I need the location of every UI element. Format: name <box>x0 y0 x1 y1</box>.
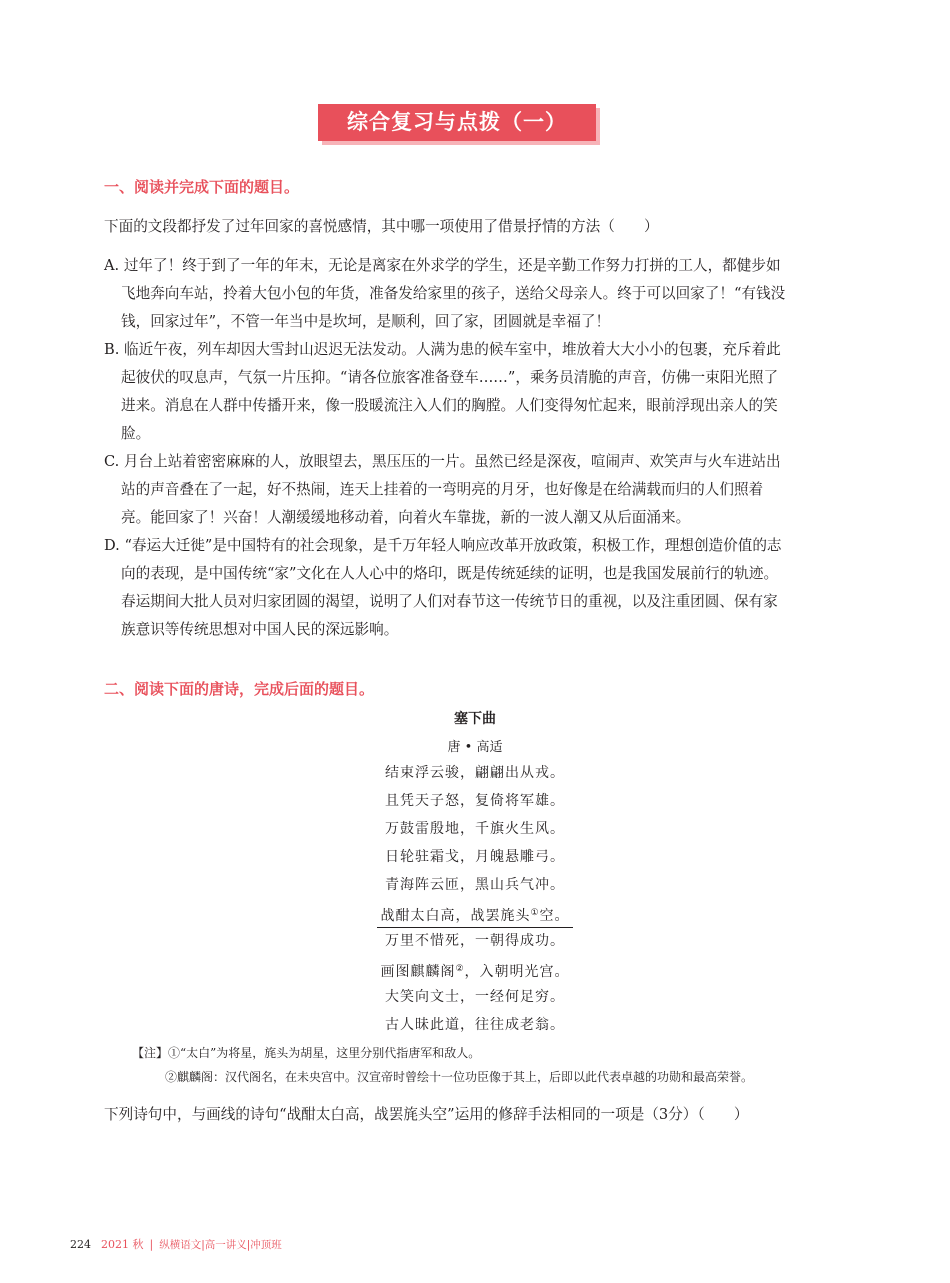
option-c-line-3: 亮。能回家了！兴奋！人潮缓缓地移动着，向着火车靠拢，新的一波人潮又从后面涌来。 <box>121 509 691 526</box>
page-title: 综合复习与点拨（一） <box>318 104 596 141</box>
option-b <box>104 336 834 448</box>
poem-line: 日轮驻霜戈，月魄悬雕弓。 <box>385 849 565 865</box>
poem-line-part: ，入朝明光宫。 <box>464 964 570 980</box>
poem-line-underlined <box>0 900 950 928</box>
footer-separator: | <box>149 1238 154 1251</box>
option-c-line-1: C. 月台上站着密密麻麻的人，放眼望去，黑压压的一片。虽然已经是深夜，喧闹声、欢笑声与火车进站出 <box>104 453 781 470</box>
page-number: 224 <box>70 1238 91 1251</box>
footer-year: 2021 秋 <box>101 1238 144 1251</box>
note-2: ②麒麟阁：汉代阁名，在未央宫中。汉宣帝时曾绘十一位功臣像于其上，后即以此代表卓越的功勋和最高荣誉。 <box>165 1070 754 1084</box>
footnote-marker-2: ② <box>455 964 465 974</box>
option-b-line-2: 起彼伏的叹息声，气氛一片压抑。“请各位旅客准备登车……”，乘务员清脆的声音，仿佛一束阳光照了 <box>121 369 779 386</box>
section1-question: 下面的文段都抒发了过年回家的喜悦感情，其中哪一项使用了借景抒情的方法（ ） <box>104 218 659 235</box>
poem-line: 万里不惜死，一朝得成功。 <box>385 933 565 949</box>
poem-line: 结束浮云骏，翩翩出从戎。 <box>385 765 565 781</box>
underlined-verse-text: 战酣太白高，战罢旄头 <box>380 908 531 924</box>
section1-heading: 一、阅读并完成下面的题目。 <box>104 178 300 196</box>
option-a <box>104 252 834 336</box>
title-banner <box>318 104 596 141</box>
section2-question: 下列诗句中，与画线的诗句“战酣太白高，战罢旄头空”运用的修辞手法相同的一项是（3分）（ ） <box>104 1106 749 1123</box>
option-d-line-3: 春运期间大批人员对归家团圆的渴望，说明了人们对春节这一传统节日的重视，以及注重团圆、保有家 <box>121 593 778 610</box>
poem-line: 万鼓雷殷地，千旗火生风。 <box>385 821 565 837</box>
poem-line-footnoted <box>0 956 950 984</box>
poem-line: 大笑向文士，一经何足穷。 <box>385 989 565 1005</box>
poem-title: 塞下曲 <box>454 711 496 727</box>
underlined-verse-end: 空。 <box>539 908 570 924</box>
option-c-line-2: 站的声音叠在了一起，好不热闹，连天上挂着的一弯明亮的月牙，也好像是在给满载而归的人们照着 <box>121 481 764 498</box>
footer-series: 纵横语文|高一讲义|冲顶班 <box>159 1239 282 1251</box>
option-d-line-1: D. “春运大迁徙”是中国特有的社会现象，是千万年轻人响应改革开放政策，积极工作，理想创造价值的志 <box>104 537 782 554</box>
section2-heading: 二、阅读下面的唐诗，完成后面的题目。 <box>104 680 375 698</box>
option-d-line-4: 族意识等传统思想对中国人民的深远影响。 <box>121 621 399 638</box>
option-b-line-1: B. 临近午夜，列车却因大雪封山迟迟无法发动。人满为患的候车室中，堆放着大大小小的包裹，充斥着此 <box>104 341 781 358</box>
option-b-line-4: 脸。 <box>121 425 151 442</box>
option-b-line-3: 进来。消息在人群中传播开来，像一股暖流注入人们的胸膛。人们变得匆忙起来，眼前浮现出亲人的笑 <box>121 397 778 414</box>
poem-line: 且凭天子怒，复倚将军雄。 <box>385 793 565 809</box>
option-a-line-2: 飞地奔向车站，拎着大包小包的年货，准备发给家里的孩子，送给父母亲人。终于可以回家了！“有钱没 <box>121 285 786 302</box>
note-1: 【注】①“太白”为将星，旄头为胡星，这里分别代指唐军和敌人。 <box>132 1046 481 1060</box>
poem-line: 青海阵云匝，黑山兵气冲。 <box>385 877 565 893</box>
option-a-line-1: A. 过年了！终于到了一年的年末，无论是离家在外求学的学生，还是辛勤工作努力打拼的工人，都健步如 <box>104 257 781 274</box>
option-a-line-3: 钱，回家过年”，不管一年当中是坎坷，是顺利，回了家，团圆就是幸福了！ <box>121 313 611 330</box>
poem-body <box>0 760 950 1040</box>
page-footer <box>70 1236 282 1252</box>
option-c <box>104 448 834 532</box>
poem-line: 古人昧此道，往往成老翁。 <box>385 1017 565 1033</box>
option-d <box>104 532 834 644</box>
underlined-verse <box>377 908 572 928</box>
option-d-line-2: 向的表现，是中国传统“家”文化在人人心中的烙印，既是传统延续的证明，也是我国发展前行的轨迹。 <box>121 565 779 582</box>
poem-author: 唐 • 高适 <box>447 740 503 755</box>
footnote-marker-1: ① <box>530 908 540 918</box>
poem-line-part: 画图麒麟阁 <box>380 964 456 980</box>
